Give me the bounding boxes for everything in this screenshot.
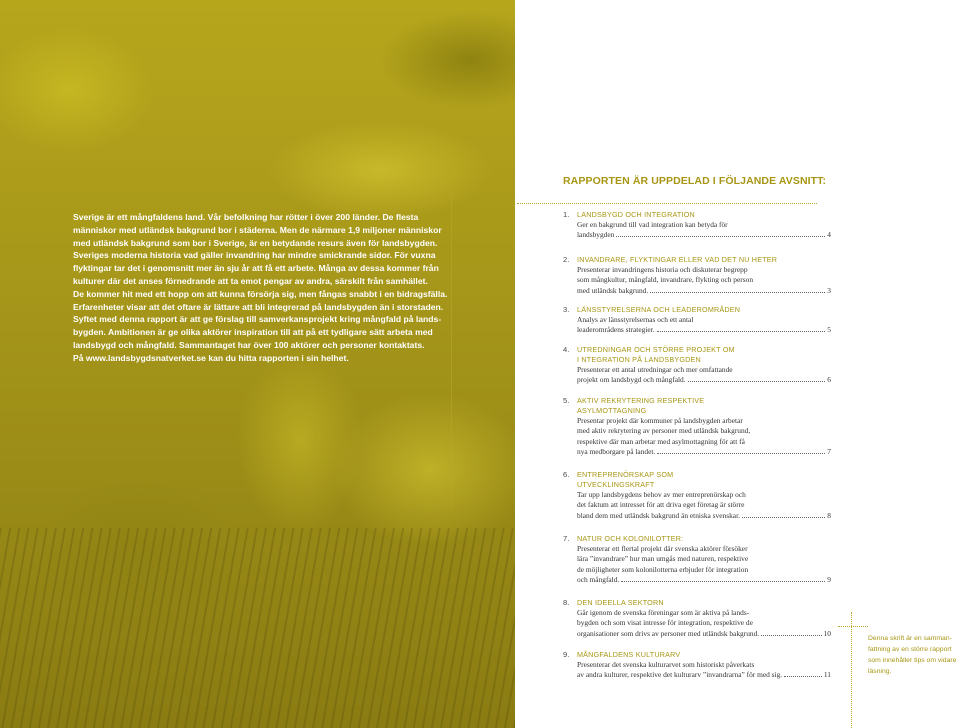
toc-title-line: I NTEGRATION PÅ LANDSBYGDEN (577, 355, 701, 364)
toc-description (577, 544, 831, 586)
toc-description-line: som mångkultur, mångfald, invandrare, flykting och person (577, 275, 754, 285)
toc-number: 5. (563, 396, 570, 405)
toc-title-line: LÄNSSTYRELSERNA OCH LEADEROMRÅDEN (577, 305, 741, 314)
toc-description (577, 265, 831, 296)
dot-leader (784, 676, 822, 677)
toc-description-line: Presenterar det svenska kulturarvet som historiskt påverkats (577, 660, 755, 669)
toc-item[interactable] (563, 345, 831, 386)
toc-title-line: INVANDRARE, FLYKTINGAR ELLER VAD DET NU HETER (577, 255, 778, 264)
toc-item[interactable] (563, 650, 831, 681)
toc-entry-line (577, 629, 831, 639)
toc-title (577, 255, 831, 265)
toc-entry-text: med utländsk bakgrund. (577, 285, 649, 295)
toc-title (577, 345, 831, 365)
toc-description-line: Presenterar ett antal utredningar och mer omfattande (577, 365, 733, 374)
toc-number: 2. (563, 255, 570, 264)
divider-vertical (451, 190, 452, 508)
toc-number: 4. (563, 345, 570, 354)
toc-description (577, 315, 831, 336)
dot-leader (650, 292, 825, 293)
toc-number: 9. (563, 650, 570, 659)
toc-entry-text: bland dem med utländsk bakgrund än etniska svenskar. (577, 510, 740, 520)
side-note-line: Denna skrift är en samman- (868, 635, 952, 642)
toc-description-line: Ger en bakgrund till vad integration kan betyda för (577, 220, 728, 229)
intro-paragraph (73, 211, 448, 365)
toc-title-line: ENTREPRENÖRSKAP SOM (577, 470, 674, 479)
toc-title-line: NATUR OCH KOLONILOTTER: (577, 534, 684, 543)
toc-number: 8. (563, 598, 570, 607)
toc-number: 7. (563, 534, 570, 543)
dot-leader (688, 381, 826, 382)
toc-title (577, 210, 831, 220)
toc-entry-line (577, 670, 831, 680)
dot-leader (657, 331, 826, 332)
toc-entry-line (577, 230, 831, 240)
toc-entry-text: och mångfald. (577, 575, 620, 585)
toc-description-line: Tar upp landsbygdens behov av mer entreprenörskap och (577, 490, 746, 499)
toc-item[interactable] (563, 470, 831, 521)
dot-leader (657, 453, 825, 454)
toc-title (577, 650, 831, 660)
toc-description-line: Presenterar invandringens historia och diskuterar begrepp (577, 265, 748, 274)
toc-description-line: lära ”invandrare” hur man umgås med naturen, respektive (577, 554, 749, 564)
intro-line: Sverige är ett mångfaldens land. Vår befolkning har rötter i över 200 länder. De flesta (73, 212, 419, 222)
intro-line: landsbygd och mångfald. Sammantaget har över 100 aktörer och personer kontaktats. (73, 339, 425, 350)
toc-item[interactable] (563, 396, 831, 458)
toc-entry-line (577, 575, 831, 585)
toc-page-number: 3 (827, 285, 831, 295)
toc-page-number: 11 (823, 670, 831, 680)
toc-entry-line (577, 511, 831, 521)
toc-title (577, 598, 831, 608)
toc-title (577, 534, 831, 544)
toc-entry-text: leaderområdens strategier. (577, 325, 655, 335)
toc-entry-text: av andra kulturer, respektive det kulturarv ”invandrarna” för med sig. (577, 670, 783, 680)
toc-page-number: 5 (827, 325, 831, 335)
intro-line: Erfarenheter visar att det oftare är lättare att bli integrerad på landsbygden än i storstaden. (73, 301, 444, 312)
intro-line: Sveriges moderna historia vad gäller invandring har mindre smickrande sidor. För vuxna (73, 250, 436, 261)
toc-description (577, 490, 831, 521)
toc-description (577, 660, 831, 681)
toc-description-line: de möjligheter som kolonilotterna erbjuder för integration (577, 564, 749, 574)
intro-line: flyktingar tar det i genomsnitt mer än sju år att få ett arbete. Många av dessa kommer från (73, 263, 439, 274)
toc-description (577, 220, 831, 241)
toc-number: 1. (563, 210, 570, 219)
toc-number: 3. (563, 305, 570, 314)
intro-line: människor med utländsk bakgrund bor i städerna. Men de närmare 1,9 miljoner människor (73, 224, 442, 235)
dot-leader (742, 517, 825, 518)
toc-page-number: 4 (827, 230, 831, 240)
toc-entry-line (577, 325, 831, 335)
side-note-line: fattning av en större rapport (868, 646, 952, 653)
toc-description-line: Presentar projekt där kommuner på landsbygden arbetar (577, 416, 743, 425)
toc-page-number: 8 (827, 510, 831, 520)
divider-horizontal (517, 203, 817, 204)
toc-page-number: 10 (823, 628, 831, 638)
toc-number: 6. (563, 470, 570, 479)
toc-title-line: UTVECKLINGSKRAFT (577, 480, 655, 489)
divider-horizontal-note (838, 626, 868, 627)
intro-line: Syftet med denna rapport är att ge förslag till samverkansprojekt kring mångfald på lands- (73, 314, 442, 325)
toc-entry-line (577, 375, 831, 385)
toc-description (577, 416, 831, 458)
toc-title-line: AKTIV REKRYTERING RESPEKTIVE (577, 396, 705, 405)
toc-entry-line (577, 447, 831, 457)
side-note-line: som innehåller tips om vidare (868, 657, 957, 664)
intro-line: På www.landsbygdsnatverket.se kan du hitta rapporten i sin helhet. (73, 352, 349, 363)
toc-page-number: 9 (827, 575, 831, 585)
toc-description (577, 365, 831, 386)
side-note (868, 633, 960, 677)
toc-page-number: 7 (827, 447, 831, 457)
dot-leader (621, 581, 825, 582)
toc-description-line: Går igenom de svenska föreningar som är aktiva på lands- (577, 608, 750, 617)
toc-title (577, 470, 831, 490)
toc-title (577, 396, 831, 416)
toc-description-line: bygden och som visat intresse för integration, respektive de (577, 618, 753, 628)
toc-entry-text: landsbygden (577, 230, 615, 240)
intro-line: De kommer hit med ett hopp om att kunna försörja sig, men fångas snabbt i en bidragsfälla. (73, 288, 448, 299)
toc-item[interactable] (563, 534, 831, 586)
intro-line: kulturer där det anses förnedrande att ta emot pengar av andra, särskilt från samhället. (73, 275, 428, 286)
dot-leader (761, 635, 821, 636)
toc-title-line: ASYLMOTTAGNING (577, 406, 647, 415)
toc-title-line: MÅNGFALDENS KULTURARV (577, 650, 681, 659)
toc-item[interactable] (563, 305, 831, 336)
intro-line: bygden. Ambitionen är ge olika aktörer inspiration till att på ett tydligare sätt arbeta med (73, 327, 433, 338)
toc-title-line: DEN IDEELLA SEKTORN (577, 598, 664, 607)
grass-texture (0, 528, 515, 728)
contents-heading: RAPPORTEN ÄR UPPDELAD I FÖLJANDE AVSNITT: (563, 175, 827, 187)
toc-item[interactable] (563, 598, 831, 639)
toc-description-line: respektive där man arbetar med asylmottagning för att få (577, 436, 745, 446)
toc-description-line: Presenterar ett flertal projekt där svenska aktörer försöker (577, 544, 748, 553)
dot-leader (616, 236, 825, 237)
toc-description (577, 608, 831, 639)
toc-description-line: det faktum att intresset för att driva eget företag är större (577, 500, 745, 510)
toc-title-line: LANDSBYGD OCH INTEGRATION (577, 210, 695, 219)
side-note-line: läsning. (868, 668, 892, 675)
toc-item[interactable] (563, 210, 831, 241)
divider-vertical-note (851, 612, 852, 728)
toc-title (577, 305, 831, 315)
intro-line: med utländsk bakgrund som bor i Sverige, är en betydande resurs även för landsbygden. (73, 237, 438, 248)
toc-entry-text: nya medborgare på landet. (577, 447, 656, 457)
toc-item[interactable] (563, 255, 831, 296)
toc-description-line: med aktiv rekrytering av personer med utländsk bakgrund, (577, 426, 751, 436)
toc-page-number: 6 (827, 375, 831, 385)
toc-description-line: Analys av länsstyrelsernas och ett antal (577, 315, 694, 324)
toc-entry-text: projekt om landsbygd och mångfald. (577, 375, 686, 385)
toc-entry-text: organisationer som drivs av personer med utländsk bakgrund. (577, 628, 760, 638)
toc-title-line: UTREDNINGAR OCH STÖRRE PROJEKT OM (577, 345, 735, 354)
toc-entry-line (577, 286, 831, 296)
